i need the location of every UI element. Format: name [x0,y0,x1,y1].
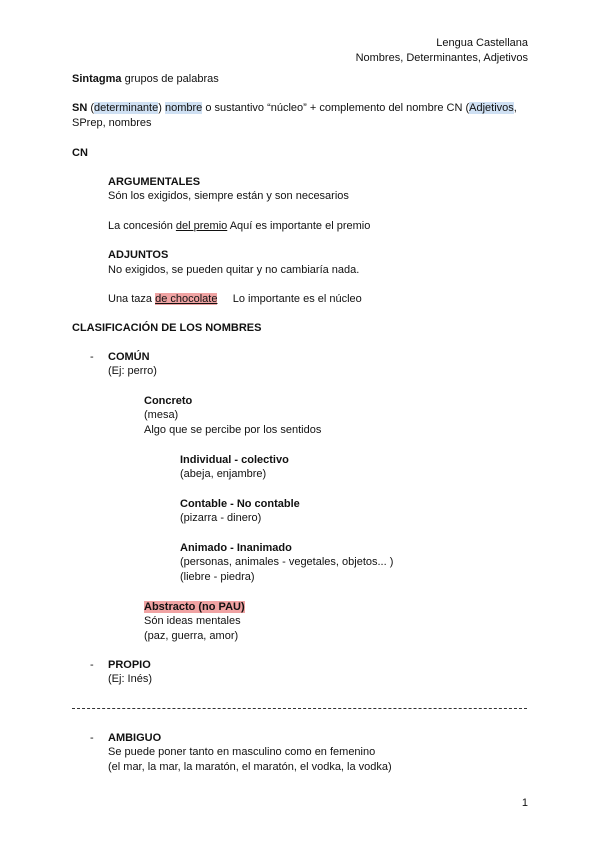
abstracto-title-highlight: Abstracto (no PAU) [144,601,245,613]
example-note: Aquí es importante el premio [227,220,371,232]
sn-text: o sustantivo “núcleo” + complemento del nombre CN ( [202,102,470,114]
abstracto-title [144,600,245,615]
sintagma-term: Sintagma [72,73,122,85]
bullet-marker: - [90,351,94,363]
sn-nombre: nombre [164,102,203,114]
example-complement: de chocolate [155,293,218,305]
argumentales-title: ARGUMENTALES [108,176,201,188]
abstracto-example: (paz, guerra, amor) [144,630,239,642]
sn-text: ) [158,102,165,114]
example-text: Una taza [108,293,156,305]
sintagma-line [72,72,219,87]
contable-title: Contable - No contable [180,498,300,510]
sn-term: SN [72,102,88,114]
ambiguo-title: AMBIGUO [108,732,162,744]
animado-title: Animado - Inanimado [180,542,292,554]
adjuntos-example [108,292,362,307]
sn-determinante: determinante [94,102,159,114]
example-complement: del premio [175,220,228,232]
propio-title: PROPIO [108,659,151,671]
argumentales-desc: Són los exigidos, siempre están y son necesarios [108,190,349,202]
adjuntos-title: ADJUNTOS [108,249,169,261]
page-number: 1 [521,797,528,809]
abstracto-desc: Són ideas mentales [144,615,241,627]
sintagma-definition: grupos de palabras [121,73,219,85]
sn-line [72,101,517,116]
bullet-marker: - [90,659,94,671]
comun-title: COMÚN [108,351,150,363]
contable-example: (pizarra - dinero) [180,512,262,524]
concreto-example: (mesa) [144,409,179,421]
header-course: Lengua Castellana [436,37,528,49]
individual-example: (abeja, enjambre) [180,468,267,480]
adjuntos-desc: No exigidos, se pueden quitar y no cambiaría nada. [108,264,360,276]
example-note: Lo importante es el núcleo [217,293,362,305]
clasificacion-heading: CLASIFICACIÓN DE LOS NOMBRES [72,322,262,334]
sn-text: ( [87,102,95,114]
sn-line-continued: SPrep, nombres [72,117,152,129]
header-topic: Nombres, Determinantes, Adjetivos [355,52,528,64]
sn-text: , [513,102,517,114]
comun-example: (Ej: perro) [108,365,157,377]
sn-adjetivos: Adjetivos [469,102,514,114]
ambiguo-desc: Se puede poner tanto en masculino como en femenino [108,746,376,758]
animado-example-2: (liebre - piedra) [180,571,255,583]
dashed-divider [72,708,527,709]
animado-example-1: (personas, animales - vegetales, objetos... ) [180,556,394,568]
concreto-desc: Algo que se percibe por los sentidos [144,424,322,436]
concreto-title: Concreto [144,395,193,407]
argumentales-example [108,219,370,234]
example-text: La concesión [108,220,176,232]
cn-heading: CN [72,147,88,159]
propio-example: (Ej: Inés) [108,673,153,685]
ambiguo-example: (el mar, la mar, la maratón, el maratón, el vodka, la vodka) [108,761,392,773]
individual-title: Individual - colectivo [180,454,289,466]
bullet-marker: - [90,732,94,744]
